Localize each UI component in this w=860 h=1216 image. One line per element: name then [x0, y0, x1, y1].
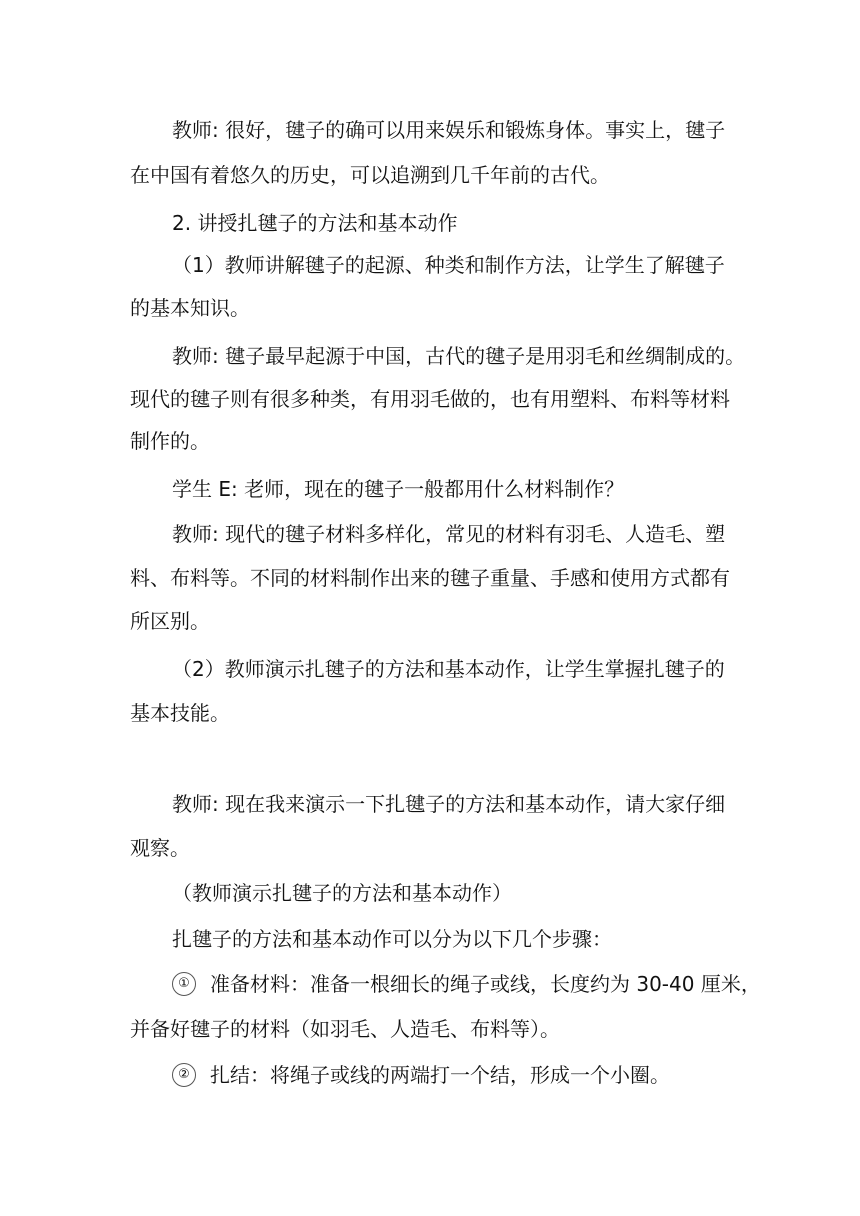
text-line: 现代的毽子则有很多种类，有用羽毛做的，也有用塑料、布料等材料 — [130, 387, 730, 411]
text-line: 所区别。 — [130, 609, 210, 633]
circled-number-marker: ② — [172, 1063, 196, 1087]
text-line: 教师: 毽子最早起源于中国，古代的毽子是用羽毛和丝绸制成的。 — [172, 344, 746, 368]
list-item — [172, 971, 761, 997]
text-line: 学生 E: 老师，现在的毽子一般都用什么材料制作？ — [172, 477, 625, 501]
text-line: 基本技能。 — [130, 701, 230, 725]
text-line: 制作的。 — [130, 429, 210, 453]
text-line: （教师演示扎毽子的方法和基本动作） — [172, 881, 512, 905]
text-line: 料、布料等。不同的材料制作出来的毽子重量、手感和使用方式都有 — [130, 566, 730, 590]
list-item — [172, 1062, 670, 1088]
circled-number-marker: ① — [172, 972, 196, 996]
text-line: 教师: 现在我来演示一下扎毽子的方法和基本动作，请大家仔细 — [172, 792, 726, 816]
text-line: 并备好毽子的材料（如羽毛、人造毛、布料等）。 — [130, 1017, 560, 1041]
text-line: 教师: 很好，毽子的确可以用来娱乐和锻炼身体。事实上，毽子 — [172, 118, 726, 142]
text-line: 扎毽子的方法和基本动作可以分为以下几个步骤： — [172, 927, 612, 951]
text-line: （2）教师演示扎毽子的方法和基本动作，让学生掌握扎毽子的 — [172, 657, 725, 681]
text-line: 的基本知识。 — [130, 296, 250, 320]
list-item-text: 扎结：将绳子或线的两端打一个结，形成一个小圈。 — [210, 1063, 670, 1087]
text-line: 教师: 现代的毽子材料多样化，常见的材料有羽毛、人造毛、塑 — [172, 522, 726, 546]
section-heading: 2. 讲授扎毽子的方法和基本动作 — [172, 211, 458, 235]
list-item-text: 准备材料：准备一根细长的绳子或线，长度约为 30-40 厘米， — [210, 972, 761, 996]
text-line: 在中国有着悠久的历史，可以追溯到几千年前的古代。 — [130, 163, 610, 187]
text-line: （1）教师讲解毽子的起源、种类和制作方法，让学生了解毽子 — [172, 253, 725, 277]
text-line: 观察。 — [130, 836, 190, 860]
